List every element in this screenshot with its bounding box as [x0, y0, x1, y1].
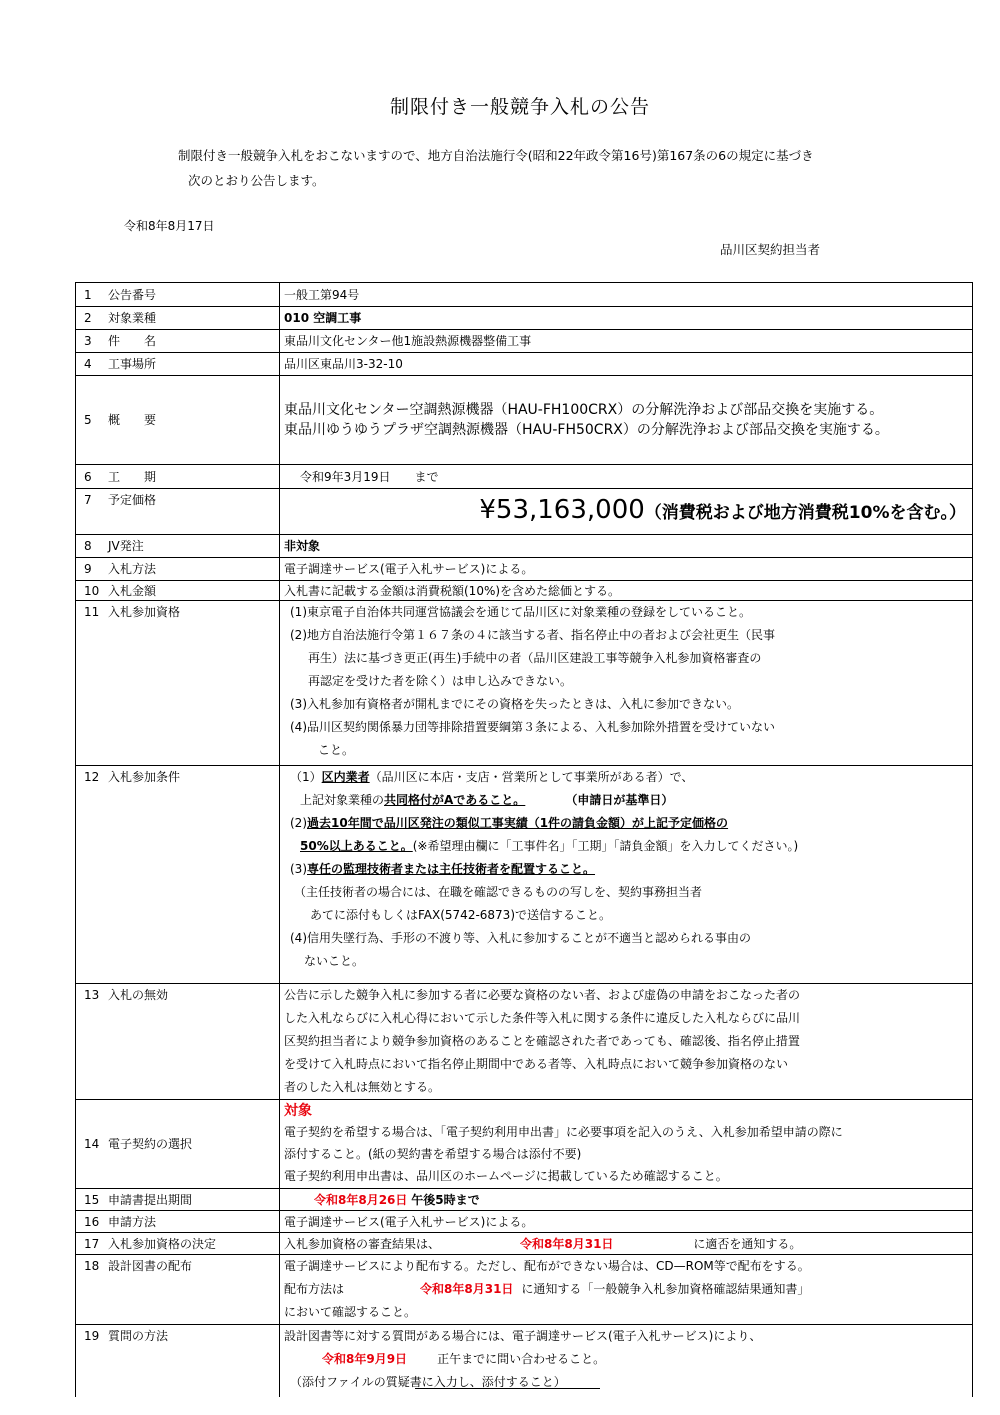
underline-rule — [415, 1388, 600, 1389]
condition-emphasis: 50%以上あること。 — [300, 839, 413, 853]
e-contract-line: 電子契約を希望する場合は、「電子契約利用申出書」に必要事項を記入のうえ、入札参加希望申請の際に — [284, 1125, 843, 1139]
invalid-line: 者のした入札は無効とする。 — [284, 1080, 441, 1094]
row-label-text: 入札参加条件 — [108, 770, 181, 784]
row-label-text: 申請方法 — [108, 1214, 157, 1229]
row-label-text: 件 名 — [108, 334, 157, 348]
row-number: 1 — [84, 287, 92, 302]
row-label — [76, 1325, 280, 1397]
row-qualification — [76, 601, 973, 766]
qualification-line: (4)品川区契約関係暴力団等排除措置要綱第３条による、入札参加除外措置を受けていない — [290, 720, 776, 734]
condition-text: (2) — [290, 816, 307, 830]
qualification-line: (1)東京電子自治体共同運営協議会を通じて品川区に対象業種の登録をしていること。 — [290, 605, 752, 619]
row-label-text: 予定価格 — [108, 493, 157, 507]
questions-text: 正午までに問い合わせること。 — [437, 1352, 606, 1366]
row-label — [76, 353, 280, 376]
row-estimated-price — [76, 489, 973, 535]
row-label-text: 入札金額 — [108, 583, 157, 598]
row-number: 15 — [84, 1192, 100, 1207]
row-label-text: 入札の無効 — [108, 988, 169, 1002]
drawings-line: 電子調達サービスにより配布する。ただし、配布ができない場合は、CD—ROM等で配布をする。 — [284, 1259, 810, 1273]
row-value: 010 空調工事 — [280, 307, 973, 330]
row-label-text: JV発注 — [108, 539, 144, 553]
row-number: 14 — [84, 1137, 100, 1151]
summary-line: 東品川ゆうゆうプラザ空調熱源機器（HAU-FH50CRX）の分解洗浄および部品交換を実施する。 — [284, 422, 889, 438]
row-label-text: 入札方法 — [108, 562, 157, 576]
row-label-text: 入札参加資格 — [108, 605, 181, 619]
row-label — [76, 330, 280, 353]
row-value: 品川区東品川3-32-10 — [280, 353, 973, 376]
row-number: 6 — [84, 469, 92, 484]
row-value — [280, 1255, 973, 1325]
condition-text: (※希望理由欄に「工事件名」「工期」「請負金額」を入力してください。) — [412, 839, 799, 853]
condition-line — [290, 789, 972, 812]
row-value — [280, 1325, 973, 1397]
row-number: 9 — [84, 562, 92, 576]
row-label — [76, 1233, 280, 1255]
condition-line — [290, 858, 972, 881]
row-number: 3 — [84, 334, 92, 348]
deadline-date: 令和8年8月26日 — [314, 1192, 408, 1207]
condition-text: （品川区に本店・支店・営業所として事業所がある者）で、 — [369, 770, 694, 784]
row-number: 17 — [84, 1236, 100, 1251]
questions-line: （添付ファイルの質疑書に入力し、添付すること） — [290, 1375, 566, 1389]
row-number: 19 — [84, 1329, 100, 1343]
row-value: 非対象 — [280, 535, 973, 558]
row-number: 10 — [84, 583, 100, 598]
row-value — [280, 376, 973, 465]
row-drawings — [76, 1255, 973, 1325]
row-number: 13 — [84, 988, 100, 1002]
row-label-text: 設計図書の配布 — [108, 1259, 193, 1273]
row-label — [76, 535, 280, 558]
row-label — [76, 558, 280, 581]
row-notice-number — [76, 283, 973, 307]
condition-emphasis: 共同格付がAであること。 — [384, 793, 526, 807]
row-value — [280, 984, 973, 1100]
qualification-line: 再生）法に基づき更正(再生)手続中の者（品川区建設工事等競争入札参加資格審査の — [308, 651, 762, 665]
issuer: 品川区契約担当者 — [720, 242, 821, 257]
row-number: 16 — [84, 1214, 100, 1229]
intro-line-2: 次のとおり公告します。 — [188, 173, 325, 188]
row-label — [76, 581, 280, 601]
drawings-line — [284, 1278, 972, 1301]
row-number: 5 — [84, 413, 92, 427]
row-subject — [76, 330, 973, 353]
row-label — [76, 1100, 280, 1189]
intro-line-1: 制限付き一般競争入札をおこないますので、地方自治法施行令(昭和22年政令第16号)第167条の6の規定に基づき — [178, 148, 814, 163]
condition-line: ないこと。 — [304, 954, 365, 968]
row-invalid-bid — [76, 984, 973, 1100]
row-label — [76, 766, 280, 984]
decision-text: 入札参加資格の審査結果は、 — [284, 1236, 441, 1251]
row-jv — [76, 535, 973, 558]
row-summary — [76, 376, 973, 465]
row-bid-method — [76, 558, 973, 581]
row-questions — [76, 1325, 973, 1397]
condition-text: 上記対象業種の — [300, 793, 385, 807]
summary-line: 東品川文化センター空調熱源機器（HAU-FH100CRX）の分解洗浄および部品交換を実施する。 — [284, 402, 884, 418]
condition-line: あてに添付もしくはFAX(5742-6873)で送信すること。 — [310, 908, 612, 922]
row-business-type — [76, 307, 973, 330]
notice-date: 令和8年8月17日 — [124, 219, 215, 233]
e-contract-flag: 対象 — [284, 1103, 312, 1119]
row-label-text: 工 期 — [108, 469, 157, 484]
row-number: 8 — [84, 539, 92, 553]
decision-date: 令和8年8月31日 — [520, 1236, 614, 1251]
row-application-method — [76, 1211, 973, 1233]
row-value — [280, 1189, 973, 1211]
page-title: 制限付き一般競争入札の公告 — [389, 96, 650, 118]
row-value: 電子調達サービス(電子入札サービス)による。 — [280, 1211, 973, 1233]
drawings-date: 令和8年8月31日 — [420, 1282, 514, 1296]
row-label — [76, 489, 280, 535]
qualification-line: (3)入札参加有資格者が開札までにその資格を失ったときは、入札に参加できない。 — [290, 697, 740, 711]
drawings-text: 配布方法は — [284, 1282, 345, 1296]
row-value — [280, 1233, 973, 1255]
qualification-line: 再認定を受けた者を除く）は申し込みできない。 — [308, 674, 573, 688]
row-period — [76, 465, 973, 489]
condition-emphasis: 区内業者 — [321, 770, 370, 784]
row-value — [280, 489, 973, 535]
row-number: 4 — [84, 357, 92, 371]
row-conditions — [76, 766, 973, 984]
row-number: 2 — [84, 311, 92, 325]
condition-emphasis: 専任の監理技術者または主任技術者を配置すること。 — [307, 862, 596, 876]
qualification-line: (2)地方自治法施行令第１６７条の４に該当する者、指名停止中の者および会社更生（民事 — [290, 628, 776, 642]
condition-emphasis: 過去10年間で品川区発注の類似工事実績（1件の請負金額）が上記予定価格の — [307, 816, 729, 830]
price-value: ¥53,163,000 — [479, 494, 645, 525]
questions-line — [284, 1348, 972, 1371]
row-label — [76, 283, 280, 307]
invalid-line: した入札ならびに入札心得において示した条件等入札に関する条件に違反した入札ならびに品川 — [284, 1011, 801, 1025]
condition-line — [290, 812, 972, 835]
qualification-line: こと。 — [318, 743, 355, 757]
row-qualification-decision — [76, 1233, 973, 1255]
deadline-time: 午後5時まで — [411, 1192, 480, 1207]
row-value: 東品川文化センター他1施設熱源機器整備工事 — [280, 330, 973, 353]
row-application-period — [76, 1189, 973, 1211]
row-value: 一般工第94号 — [280, 283, 973, 307]
row-number: 18 — [84, 1259, 100, 1273]
condition-text: (3) — [290, 862, 307, 876]
row-label — [76, 1255, 280, 1325]
condition-text: （1） — [290, 770, 322, 784]
condition-line: （主任技術者の場合には、在職を確認できるものの写しを、契約事務担当者 — [294, 885, 703, 899]
row-value — [280, 465, 973, 489]
row-label — [76, 307, 280, 330]
row-label — [76, 1189, 280, 1211]
row-label-text: 入札参加資格の決定 — [108, 1236, 217, 1251]
row-number: 11 — [84, 605, 100, 619]
drawings-text: に通知する「一般競争入札参加資格確認結果通知書」 — [521, 1282, 810, 1296]
questions-date: 令和8年9月9日 — [322, 1352, 408, 1366]
row-label — [76, 984, 280, 1100]
row-value: 入札書に記載する金額は消費税額(10%)を含めた総価とする。 — [280, 581, 973, 601]
row-label-text: 公告番号 — [108, 287, 157, 302]
condition-line: (4)信用失墜行為、手形の不渡り等、入札に参加することが不適当と認められる事由の — [290, 931, 752, 945]
row-value: 電子調達サービス(電子入札サービス)による。 — [280, 558, 973, 581]
row-label — [76, 601, 280, 766]
row-value — [280, 601, 973, 766]
row-e-contract — [76, 1100, 973, 1189]
invalid-line: 公告に示した競争入札に参加する者に必要な資格のない者、および虚偽の申請をおこなった者の — [284, 988, 801, 1002]
price-tax-note: （消費税および地方消費税10%を含む。） — [644, 502, 966, 523]
row-label — [76, 465, 280, 489]
row-label-text: 対象業種 — [108, 311, 157, 325]
row-label-text: 工事場所 — [108, 357, 157, 371]
row-value — [280, 766, 973, 984]
period-suffix: まで — [414, 469, 439, 484]
invalid-line: 区契約担当者により競争参加資格のあることを確認された者であっても、確認後、指名停止措置 — [284, 1034, 800, 1048]
row-label-text: 申請書提出期間 — [108, 1192, 193, 1207]
invalid-line: を受けて入札時点において指名停止期間中である者等、入札時点において競争参加資格のない — [284, 1057, 789, 1071]
row-number: 12 — [84, 770, 100, 784]
row-value — [280, 1100, 973, 1189]
notice-table — [75, 282, 973, 1397]
e-contract-line: 添付すること。(紙の契約書を希望する場合は添付不要) — [284, 1147, 582, 1161]
row-bid-amount — [76, 581, 973, 601]
row-label-text: 電子契約の選択 — [108, 1137, 193, 1151]
row-label-text: 概 要 — [108, 413, 157, 427]
period-date: 令和9年3月19日 — [300, 469, 391, 484]
row-label — [76, 376, 280, 465]
condition-note: （申請日が基準日） — [571, 793, 674, 807]
condition-line — [290, 766, 972, 789]
e-contract-line: 電子契約利用申出書は、品川区のホームページに掲載しているため確認すること。 — [284, 1169, 728, 1183]
row-label — [76, 1211, 280, 1233]
row-location — [76, 353, 973, 376]
row-label-text: 質問の方法 — [108, 1329, 169, 1343]
questions-line: 設計図書等に対する質問がある場合には、電子調達サービス(電子入札サービス)により、 — [284, 1329, 762, 1343]
drawings-line: において確認すること。 — [284, 1305, 417, 1319]
row-number: 7 — [84, 493, 92, 507]
decision-text: に適否を通知する。 — [693, 1236, 802, 1251]
condition-line — [290, 835, 972, 858]
